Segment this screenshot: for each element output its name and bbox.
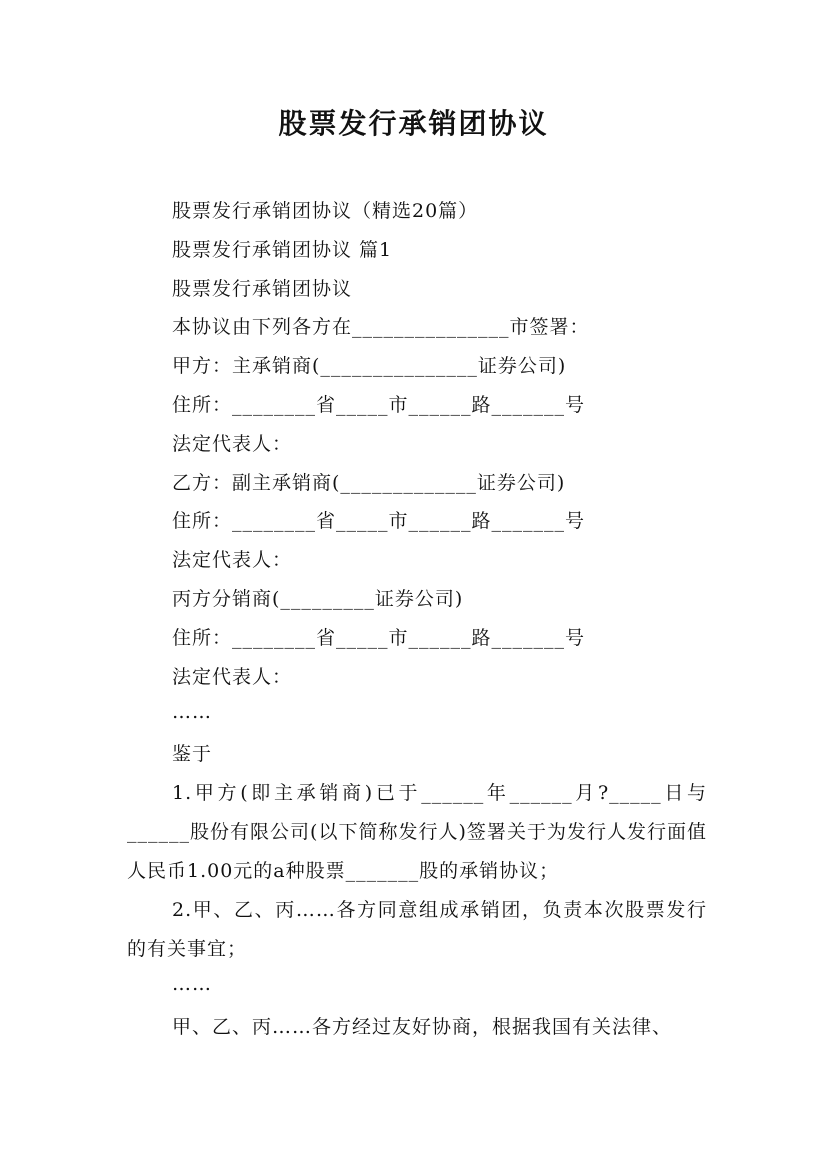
clause-paragraph: 2.甲、乙、丙……各方同意组成承销团，负责本次股票发行的有关事宜； — [127, 899, 707, 960]
ellipsis-line: …… — [172, 701, 212, 723]
text-line: 甲方：主承销商(_______________证券公司) — [172, 355, 567, 377]
text-line: 法定代表人： — [172, 549, 293, 571]
document-title: 股票发行承销团协议 — [278, 107, 549, 140]
text-line: 股票发行承销团协议 — [172, 278, 353, 300]
text-line: 法定代表人： — [172, 666, 293, 688]
body-paragraph: 甲、乙、丙……各方经过友好协商，根据我国有关法律、 — [172, 1016, 673, 1038]
text-line: 住所：________省_____市______路_______号 — [172, 510, 586, 532]
text-line: 鉴于 — [172, 743, 213, 765]
text-line: 住所：________省_____市______路_______号 — [172, 394, 586, 416]
text-line: 本协议由下列各方在_______________市签署： — [172, 316, 590, 338]
text-line: 住所：________省_____市______路_______号 — [172, 627, 586, 649]
clause-paragraph: 1.甲方(即主承销商)已于______年______月?_____日与______股份有限公司(以下简称发行人)签署关于为发行人发行面值人民币1.00元的a种股票_______股的承销协议； — [127, 782, 707, 882]
text-line: 乙方：副主承销商(_____________证券公司) — [172, 472, 566, 494]
text-line: 丙方分销商(_________证券公司) — [172, 588, 464, 610]
text-line: 法定代表人： — [172, 433, 293, 455]
ellipsis-line: …… — [172, 973, 212, 995]
text-line: 股票发行承销团协议 篇1 — [172, 239, 393, 261]
text-line: 股票发行承销团协议（精选20篇） — [172, 200, 479, 222]
